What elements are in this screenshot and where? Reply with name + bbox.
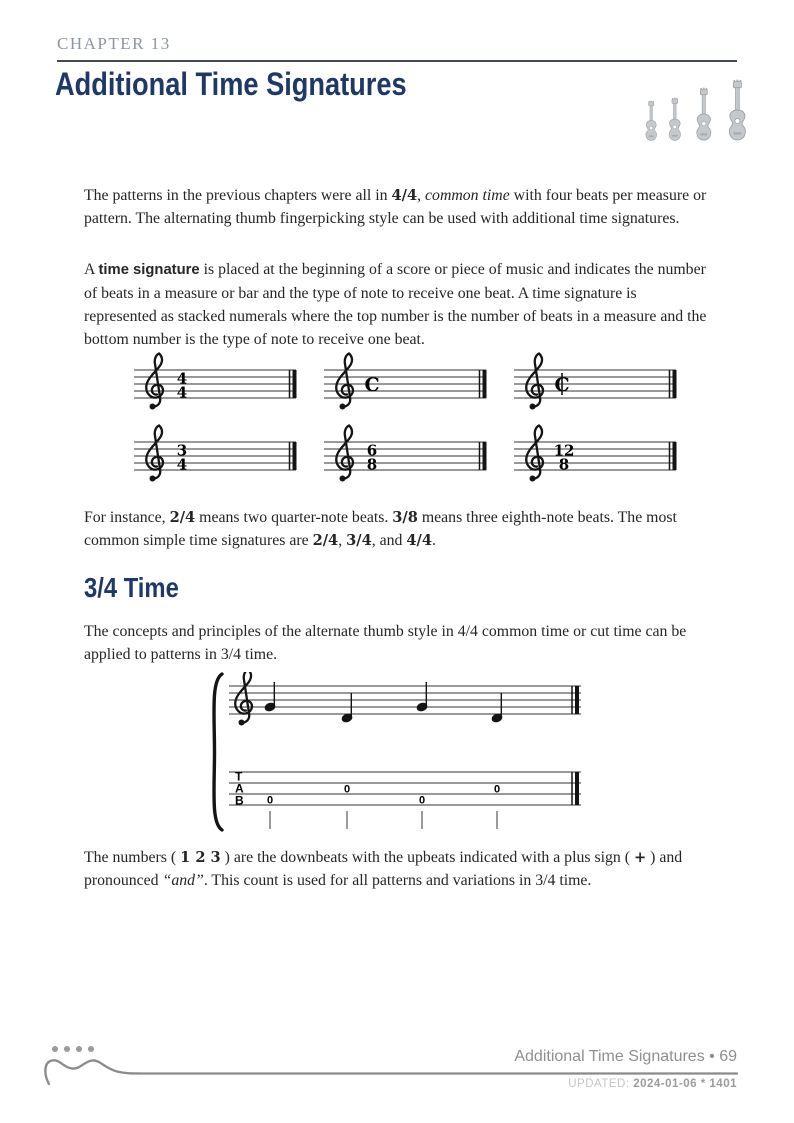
- time-sig-top: 6: [366, 441, 378, 460]
- footer-updated: [568, 1078, 737, 1090]
- section-heading: [84, 572, 196, 604]
- ukulele-family-icons: [641, 74, 763, 142]
- staff-cut-time: [510, 350, 680, 422]
- time-sig-top: 4: [176, 369, 188, 388]
- staff-common-time: [320, 350, 490, 422]
- tab-fret-number: 0: [266, 794, 274, 807]
- common-time-symbol: C: [364, 374, 380, 396]
- cut-time-symbol: C: [554, 374, 570, 396]
- staff-12-8: [510, 422, 680, 494]
- time-sig-bottom: 8: [366, 455, 378, 474]
- header-rule: [57, 60, 737, 62]
- notation-staff-lines: [229, 686, 581, 714]
- logo-dots: [52, 1046, 94, 1052]
- chapter-label: CHAPTER 13: [57, 34, 171, 53]
- footer-bullet: •: [709, 1048, 715, 1065]
- time-signature-staves-row-2: [130, 422, 680, 494]
- tab-letter-b: B: [235, 793, 244, 808]
- footer-page-number: 69: [719, 1048, 737, 1065]
- page-title: [55, 66, 469, 103]
- section-heading-text: 3/4 Time: [84, 572, 179, 603]
- footer-section-title: Additional Time Signatures: [514, 1048, 705, 1065]
- time-sig-bottom: 4: [176, 455, 188, 474]
- system-bracket: [214, 674, 222, 830]
- footer-updated-value: 2024-01-06 * 1401: [633, 1078, 737, 1090]
- staff-4-4: [130, 350, 300, 422]
- section-paragraph: The concepts and principles of the alternate thumb style in 4/4 common time or cut time can be applied to patterns in 3/4 time.: [84, 623, 687, 663]
- time-signature-staves-row-1: [130, 350, 680, 422]
- staff-3-4: [130, 422, 300, 494]
- time-sig-bottom: 4: [176, 383, 188, 402]
- tab-numbers: [265, 784, 503, 807]
- intro-paragraph-2: A time signature is placed at the beginning of a score or piece of music and indicates the number of beats in a measure or bar and the type of note to receive one beat. A time signature is represented as stacked numerals where the top number is the number of beats in a measure and the bottom number is the type of note to receive one beat.: [84, 261, 707, 348]
- footer-page-label: [514, 1048, 737, 1066]
- footer-updated-label: UPDATED:: [568, 1078, 630, 1090]
- time-sig-top: 12: [553, 441, 575, 460]
- tab-staff-lines: [229, 769, 581, 805]
- time-sig-bottom: 8: [558, 455, 570, 474]
- staff-6-8: [320, 422, 490, 494]
- notation-tab-system: [205, 672, 593, 837]
- tab-fret-number: 0: [493, 783, 501, 796]
- intro-paragraph-3: For instance, 2/4 means two quarter-note beats. 3/8 means three eighth-note beats. The most common simple time signatures are 2/4, 3/4, and 4/4.: [84, 509, 677, 549]
- page-title-text: Additional Time Signatures: [55, 66, 407, 102]
- closing-paragraph: The numbers ( 1 2 3 ) are the downbeats with the upbeats indicated with a plus sign ( + ) and pronounced “and”. This count is used for all patterns and variations in 3/4 time.: [84, 849, 683, 889]
- tab-letter-t: T: [235, 769, 243, 784]
- tab-rhythm-stems: [270, 811, 497, 829]
- quarter-notes: [264, 682, 503, 723]
- time-sig-top: 3: [176, 441, 188, 460]
- tab-letter-a: A: [235, 781, 244, 796]
- tab-fret-number: 0: [418, 794, 426, 807]
- intro-paragraph-1: The patterns in the previous chapters were all in 4/4, common time with four beats per measure or pattern. The alternating thumb fingerpicking style can be used with additional time signatures.: [84, 187, 707, 227]
- tab-fret-number: 0: [343, 783, 351, 796]
